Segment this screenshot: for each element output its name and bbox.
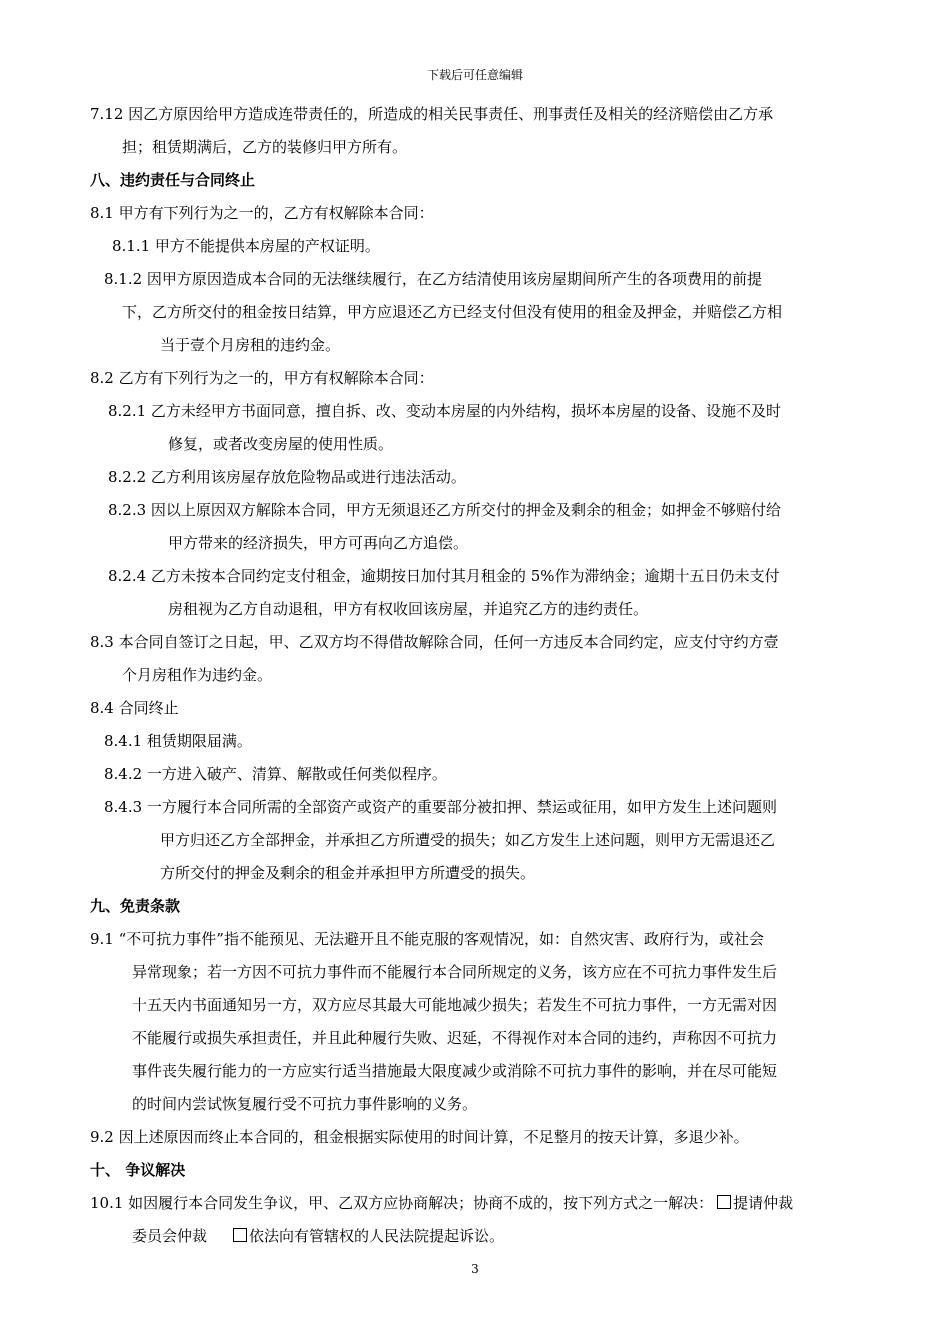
document-body [90, 98, 865, 1253]
paragraph-line [90, 824, 865, 857]
paragraph-line [90, 659, 865, 692]
line-text: 事件丧失履行能力的一方应实行适当措施最大限度减少或消除不可抗力事件的影响，并在尽可能短 [132, 1062, 778, 1080]
paragraph-line [90, 857, 865, 890]
option-text: 依法向有管辖权的人民法院提起诉讼。 [249, 1227, 505, 1245]
page-header: 下载后可任意编辑 [426, 68, 523, 82]
line-text: 十五天内书面通知另一方，双方应尽其最大可能地减少损失；若发生不可抗力事件，一方无需对因 [132, 996, 778, 1014]
line-text: 八、违约责任与合同终止 [90, 171, 256, 189]
paragraph-line [90, 560, 865, 593]
paragraph-line [90, 362, 865, 395]
line-text: 甲方带来的经济损失，甲方可再向乙方追偿。 [168, 534, 469, 552]
paragraph-line [90, 1088, 865, 1121]
line-text: 甲方归还乙方全部押金，并承担乙方所遭受的损失；如乙方发生上述问题，则甲方无需退还乙 [160, 831, 776, 849]
paragraph-line [90, 923, 865, 956]
option-text: 提请仲裁 [733, 1194, 794, 1212]
paragraph-line [90, 1220, 865, 1253]
line-text: 不能履行或损失承担责任，并且此种履行失败、迟延，不得视作对本合同的违约，声称因不可抗力 [132, 1029, 778, 1047]
line-text: 8.2.4 乙方未按本合同约定支付租金，逾期按日加付其月租金的 5%作为滞纳金；逾期十五日仍未支付 [108, 567, 780, 585]
paragraph-line [90, 494, 865, 527]
paragraph-line [90, 956, 865, 989]
paragraph-line [90, 461, 865, 494]
section-heading [90, 890, 865, 923]
line-text: 担；租赁期满后，乙方的装修归甲方所有。 [122, 138, 408, 156]
line-text: 修复，或者改变房屋的使用性质。 [168, 435, 394, 453]
line-text: 九、免责条款 [90, 897, 181, 915]
paragraph-line [90, 263, 865, 296]
paragraph-line [90, 230, 865, 263]
line-text: 下，乙方所交付的租金按日结算，甲方应退还乙方已经支付但没有使用的租金及押金，并赔偿乙方相 [122, 303, 783, 321]
paragraph-line [90, 197, 865, 230]
paragraph-line [90, 758, 865, 791]
line-text: 7.12 因乙方原因给甲方造成连带责任的，所造成的相关民事责任、刑事责任及相关的经济赔偿由乙方承 [90, 105, 774, 123]
line-text: 8.1 甲方有下列行为之一的，乙方有权解除本合同： [90, 204, 434, 222]
line-text: 8.3 本合同自签订之日起，甲、乙双方均不得借故解除合同，任何一方违反本合同约定，应支付守约方壹 [90, 633, 779, 651]
checkbox-icon [233, 1228, 247, 1242]
paragraph-line [90, 329, 865, 362]
paragraph-line [90, 989, 865, 1022]
line-text: 当于壹个月房租的违约金。 [160, 336, 341, 354]
line-text: 9.1 “不可抗力事件”指不能预见、无法避开且不能克服的客观情况，如：自然灾害、政府行为，或社会 [90, 930, 764, 948]
line-text: 8.4.2 一方进入破产、清算、解散或任何类似程序。 [104, 765, 447, 783]
line-text: 9.2 因上述原因而终止本合同的，租金根据实际使用的时间计算，不足整月的按天计算，多退少补。 [90, 1128, 749, 1146]
paragraph-line [90, 1121, 865, 1154]
line-text: 8.2.3 因以上原因双方解除本合同，甲方无须退还乙方所交付的押金及剩余的租金；如押金不够赔付给 [108, 501, 781, 519]
line-text: 的时间内尝试恢复履行受不可抗力事件影响的义务。 [132, 1095, 478, 1113]
paragraph-line [90, 725, 865, 758]
line-text: 方所交付的押金及剩余的租金并承担甲方所遭受的损失。 [160, 864, 536, 882]
section-heading [90, 164, 865, 197]
paragraph-line [90, 692, 865, 725]
paragraph-line [90, 593, 865, 626]
line-text: 房租视为乙方自动退租，甲方有权收回该房屋，并追究乙方的违约责任。 [168, 600, 649, 618]
line-text: 8.4.3 一方履行本合同所需的全部资产或资产的重要部分被扣押、禁运或征用，如甲方发生上述问题则 [104, 798, 777, 816]
checkbox-icon [717, 1195, 731, 1209]
paragraph-line [90, 395, 865, 428]
paragraph-line [90, 791, 865, 824]
line-text: 个月房租作为违约金。 [122, 666, 273, 684]
line-text: 8.4.1 租赁期限届满。 [104, 732, 252, 750]
paragraph-line [90, 98, 865, 131]
line-text: 8.1.2 因甲方原因造成本合同的无法继续履行，在乙方结清使用该房屋期间所产生的各项费用的前提 [104, 270, 762, 288]
line-text: 异常现象；若一方因不可抗力事件而不能履行本合同所规定的义务，该方应在不可抗力事件发生后 [132, 963, 778, 981]
line-text: 8.2.2 乙方利用该房屋存放危险物品或进行违法活动。 [108, 468, 466, 486]
line-text: 十、 争议解决 [90, 1161, 186, 1179]
paragraph-line [90, 1022, 865, 1055]
line-text: 委员会仲裁 [132, 1227, 208, 1245]
paragraph-line [90, 1187, 865, 1220]
line-text: 8.2 乙方有下列行为之一的，甲方有权解除本合同： [90, 369, 434, 387]
line-text: 8.2.1 乙方未经甲方书面同意，擅自拆、改、变动本房屋的内外结构，损坏本房屋的设备、设施不及时 [108, 402, 781, 420]
line-text: 8.1.1 甲方不能提供本房屋的产权证明。 [112, 237, 380, 255]
line-text: 8.4 合同终止 [90, 699, 179, 717]
section-heading [90, 1154, 865, 1187]
paragraph-line [90, 527, 865, 560]
page-number: 3 [471, 1262, 479, 1276]
paragraph-line [90, 428, 865, 461]
paragraph-line [90, 1055, 865, 1088]
paragraph-line [90, 626, 865, 659]
paragraph-line [90, 131, 865, 164]
line-text: 10.1 如因履行本合同发生争议，甲、乙双方应协商解决；协商不成的，按下列方式之一解决： [90, 1194, 714, 1212]
paragraph-line [90, 296, 865, 329]
